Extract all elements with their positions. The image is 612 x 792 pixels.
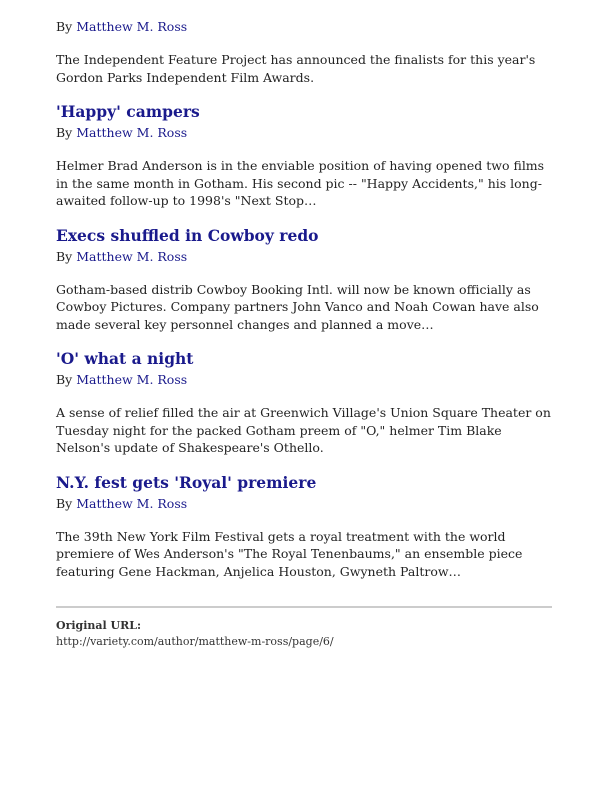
article-summary: A sense of relief filled the air at Greenwich Village's Union Square Theater on Tuesday night for the packed Gotham preem of "O," helmer Tim Blake Nelson's update of Shakespeare's Othello. (56, 405, 551, 455)
article-title-link[interactable]: 'O' what a night (56, 349, 194, 368)
article-summary: Helmer Brad Anderson is in the enviable position of having opened two films in the same month in Gotham. His second pic -- "Happy Accidents," his long-awaited follow-up to 1998's "Next Stop… (56, 158, 545, 208)
byline (56, 248, 552, 266)
byline-prefix: By (56, 372, 77, 387)
author-link[interactable]: Matthew M. Ross (76, 248, 188, 264)
byline (56, 124, 552, 142)
byline (56, 371, 552, 389)
original-url[interactable]: http://variety.com/author/matthew-m-ross/page/6/ (56, 635, 334, 648)
article-item (56, 225, 552, 334)
author-link[interactable]: Matthew M. Ross (76, 19, 188, 34)
byline-prefix: By (56, 19, 77, 34)
article-item (56, 472, 552, 581)
article-summary: The Independent Feature Project has announced the finalists for this year's Gordon Parks Independent Film Awards. (56, 52, 536, 85)
byline (56, 495, 552, 513)
article-summary: The 39th New York Film Festival gets a royal treatment with the world premiere of Wes Anderson's "The Royal Tenenbaums," an ensemble piece featuring Gene Hackman, Anjelica Houston, Gwyneth Paltrow… (56, 528, 523, 579)
article-item (56, 18, 552, 86)
byline-prefix: By (56, 248, 77, 264)
footer-divider (56, 606, 552, 608)
article-title-link[interactable]: 'Happy' campers (56, 102, 200, 121)
article-list (56, 18, 552, 650)
article-title-link[interactable]: Execs shuffled in Cowboy redo (56, 225, 319, 245)
article-item (56, 101, 552, 210)
byline-prefix: By (56, 495, 77, 511)
author-link[interactable]: Matthew M. Ross (76, 125, 188, 140)
author-link[interactable]: Matthew M. Ross (76, 495, 188, 511)
article-summary: Gotham-based distrib Cowboy Booking Intl. will now be known officially as Cowboy Pictures. Company partners John Vanco and Noah Cowan have also made several key personnel changes and planned a move… (56, 281, 539, 332)
article-item (56, 348, 552, 457)
byline (56, 18, 552, 36)
article-title-link[interactable]: N.Y. fest gets 'Royal' premiere (56, 472, 317, 492)
author-link[interactable]: Matthew M. Ross (76, 372, 188, 387)
byline-prefix: By (56, 125, 77, 140)
original-url-label: Original URL: (56, 619, 142, 632)
